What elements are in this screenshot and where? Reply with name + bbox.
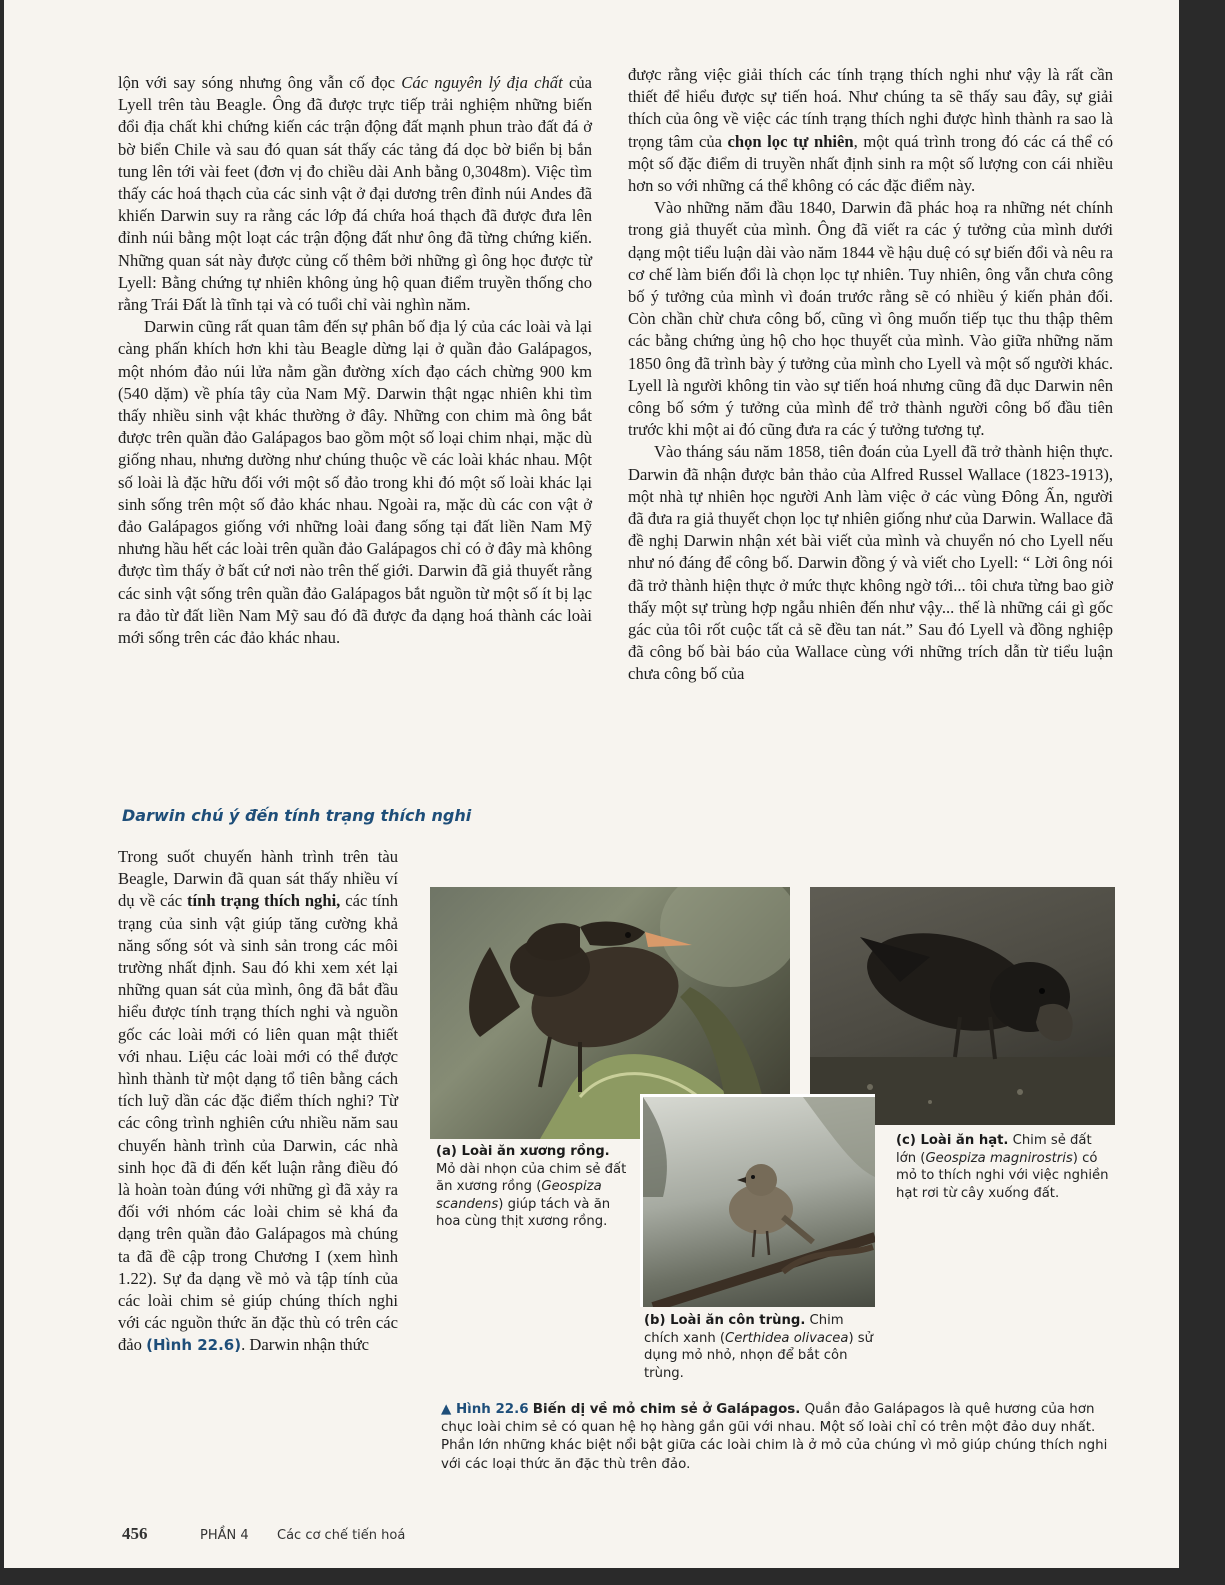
text-run: Geospiza magnirostris (925, 1150, 1073, 1166)
part-label: PHẦN 4 (200, 1528, 249, 1543)
section-heading: Darwin chú ý đến tính trạng thích nghi (122, 806, 472, 825)
paragraph (628, 197, 1113, 441)
paragraph (628, 64, 1113, 197)
text-run: Các nguyên lý địa chất (401, 73, 563, 92)
paragraph (118, 846, 398, 1357)
text-run: Vào tháng sáu năm 1858, tiên đoán của Lyell đã trở thành hiện thực. Darwin đã nhận được bản thảo của Alfred Russel Wallace (1823-1913), một nhà tự nhiên học người Anh làm việc ở các vùng Đông Ấn, người đã đưa ra giả thuyết chọn lọc tự nhiên giống như của Darwin. Wallace đã đề nghị Darwin nhận xét bài viết của mình và chuyển nó cho Lyell nếu như nó đáng để công bố. Darwin đồng ý và viết cho Lyell: “ Lời ông nói đã trở thành hiện thực ở mức thực không ngờ tới... tôi chưa từng bao giờ thấy một sự trùng hợp ngẫu nhiên đến như vậy... thế là những cái gì gốc gác của tôi rốt cuộc tất cả sẽ đều tan nát.” Sau đó Lyell và đồng nghiệp đã công bố bài báo của Wallace cùng với những trích dẫn từ tiểu luận chưa công bố của (628, 442, 1113, 684)
paragraph (118, 72, 592, 316)
text-run: của Lyell trên tàu Beagle. Ông đã được trực tiếp trải nghiệm những biến đổi địa chất khi chứng kiến các trận động đất mạnh phun trào đất đá ở bờ biển Chile và sau đó quan sát thấy các tảng đá dọc bờ biển bị bắn tung lên tới vài feet (đơn vị đo chiều dài Anh bằng 0,3048m). Việc tìm thấy các hoá thạch của các sinh vật ở đại dương trên đỉnh núi Andes đã khiến Darwin suy ra rằng các lớp đá chứa hoá thạch đã được đưa lên đỉnh núi bằng một loạt các trận động đất như ông đã từng chứng kiến. Những quan sát này được củng cố thêm bởi những gì ông học được từ Lyell: Bằng chứng tự nhiên không ủng hộ quan điểm truyền thống cho rằng Trái Đất là tĩnh tại và có tuổi chỉ vài nghìn năm. (118, 73, 592, 315)
left-column-top (118, 72, 592, 649)
figure-caption (441, 1401, 1121, 1474)
text-run: lộn với say sóng nhưng ông vẫn cố đọc (118, 73, 402, 92)
page-number: 456 (122, 1524, 148, 1543)
text-run: Darwin cũng rất quan tâm đến sự phân bố địa lý của các loài và lại càng phấn khích hơn khi tàu Beagle dừng lại ở quần đảo Galápagos, một nhóm đảo núi lửa nằm gần đường xích đạo cách chừng 900 km (540 dặm) về phía tây của Nam Mỹ. Darwin thật ngạc nhiên khi tìm thấy nhiều sinh vật khác thường ở đây. Những con chim mà ông bắt được trên quần đảo Galápagos bao gồm một số loại chim nhại, mặc dù giống nhau, nhưng dường như chúng thuộc về các loài khác nhau. Một số loài là đặc hữu đối với một số đảo trong khi đó một số loài khác lại sinh sống trên một số đảo khác nhau. Ngoài ra, mặc dù các con vật ở đảo Galápagos giống với những loài đang sống tại đất liền Nam Mỹ nhưng hầu hết các loài trên quần đảo Galápagos chỉ có ở đây mà không được tìm thấy ở bất cứ nơi nào trên thế giới. Darwin đã giả thuyết rằng các sinh vật sống trên quần đảo Galápagos bắt nguồn từ một số ít bị lạc ra đảo từ đất liền Nam Mỹ sau đó đã được đa dạng hoá thành các loài mới sống trên các đảo khác nhau. (118, 317, 592, 648)
text-run: Mỏ dài nhọn của chim sẻ đất ăn xương rồng ( (436, 1161, 627, 1194)
text-run: được rằng việc giải thích các tính trạng thích nghi như vậy là rất cần thiết để hiểu được sự tiến hoá. Như chúng ta sẽ thấy sau đây, sự giải thích của ông về việc các tính trạng thích nghi được hình thành ra sao là trọng tâm của (628, 65, 1113, 151)
text-run: các tính trạng của sinh vật giúp tăng cường khả năng sống sót và sinh sản trong các môi trường nhất định. Sau đó khi xem xét lại những quan sát của mình, ông đã bắt đầu hiểu được tính trạng thích nghi và nguồn gốc các loài mới có liên quan mật thiết với nhau. Liệu các loài mới có thể được hình thành từ một dạng tổ tiên bằng cách tích luỹ dần các đặc điểm thích nghi? Từ các công trình nghiên cứu nhiều năm sau chuyến hành trình của Darwin, các nhà sinh học đã đi đến kết luận rằng điều đó là hoàn toàn đúng với những gì đã xảy ra đối với nhóm các loài chim sẻ khá đa dạng trên quần đảo Galápagos mà chúng ta đã đề cập trong Chương I (xem hình 1.22). Sự đa dạng về mỏ và tập tính của các loài chim sẻ giúp chúng thích nghi với các nguồn thức ăn đặc thù có trên các đảo (118, 891, 398, 1355)
chapter-label: Các cơ chế tiến hoá (277, 1528, 406, 1543)
text-run: (b) Loài ăn côn trùng. (644, 1313, 806, 1328)
caption-c (896, 1132, 1111, 1202)
text-run: Geospiza scandens (436, 1179, 602, 1212)
text-run: (a) Loài ăn xương rồng. (436, 1144, 610, 1159)
text-run: tính trạng thích nghi, (186, 891, 341, 911)
text-run: (c) Loài ăn hạt. (896, 1133, 1009, 1148)
text-run: (Hình 22.6) (146, 1336, 242, 1355)
text-run: ) giúp tách và ăn hoa cùng thịt xương rồng. (436, 1196, 611, 1229)
warbler-finch-photo (640, 1094, 875, 1307)
text-run: Certhidea olivacea (725, 1330, 849, 1346)
left-column-bottom (118, 846, 398, 1357)
paragraph (628, 441, 1113, 685)
caption-b (644, 1312, 876, 1382)
figure-title: Biến dị về mỏ chim sẻ ở Galápagos. (532, 1402, 801, 1417)
text-run: Trong suốt chuyến hành trình trên tàu Beagle, Darwin đã quan sát thấy nhiều ví dụ về các (118, 847, 398, 911)
paragraph (118, 316, 592, 649)
caption-a (436, 1143, 632, 1231)
text-run: chọn lọc tự nhiên (727, 131, 854, 151)
book-page (4, 0, 1179, 1568)
text-run: , một quá trình trong đó các cá thể có một số đặc điểm di truyền nhất định sinh ra một số lượng con cái nhiều hơn so với những cá thể không có các đặc điểm này. (628, 131, 1114, 196)
right-column (628, 64, 1113, 686)
text-run: Chim chích xanh ( (644, 1313, 844, 1346)
text-run: . Darwin nhận thức (241, 1335, 369, 1355)
figure-text: Quần đảo Galápagos là quê hương của hơn chục loài chim sẻ có quan hệ họ hàng gần gũi với nhau. Một số loài chỉ có trên một đảo duy nhất. Phần lớn những khác biệt nổi bật giữa các loài chim là ở mỏ của chúng vì mỏ giúp chúng thích nghi với các loại thức ăn đặc thù trên đảo. (441, 1402, 1108, 1472)
ground-finch-photo (810, 887, 1115, 1125)
finch-illustration (810, 887, 1115, 1125)
figure-label: ▲ Hình 22.6 (441, 1402, 529, 1417)
text-run: ) có mỏ to thích nghi với việc nghiền hạt rơi từ cây xuống đất. (896, 1150, 1109, 1201)
text-run: ) sử dụng mỏ nhỏ, nhọn để bắt côn trùng. (644, 1330, 874, 1381)
finch-illustration (643, 1097, 875, 1307)
text-run: Vào những năm đầu 1840, Darwin đã phác hoạ ra những nét chính trong giả thuyết của mình. Ông đã viết ra các ý tưởng của mình dưới dạng một tiểu luận dài vào năm 1844 về hậu duệ có sự biến đổi và nêu ra cơ chế làm biến đổi là chọn lọc tự nhiên. Tuy nhiên, ông vẫn chưa công bố ý tưởng của mình vì đoán trước rằng sẽ có nhiều ý kiến phản đối. Còn chần chừ chưa công bố, cũng vì ông muốn tiếp tục thu thập thêm các bằng chứng ủng hộ cho học thuyết của mình. Vào giữa những năm 1850 ông đã trình bày ý tưởng của mình cho Lyell và một số người khác. Lyell là người không tin vào sự tiến hoá nhưng cũng đã dục Darwin nên công bố sớm ý tưởng của mình để trở thành người công bố đầu tiên trước khi một ai đó cũng đưa ra các ý tưởng tương tự. (628, 198, 1114, 440)
text-run: Chim sẻ đất lớn ( (896, 1133, 1092, 1166)
